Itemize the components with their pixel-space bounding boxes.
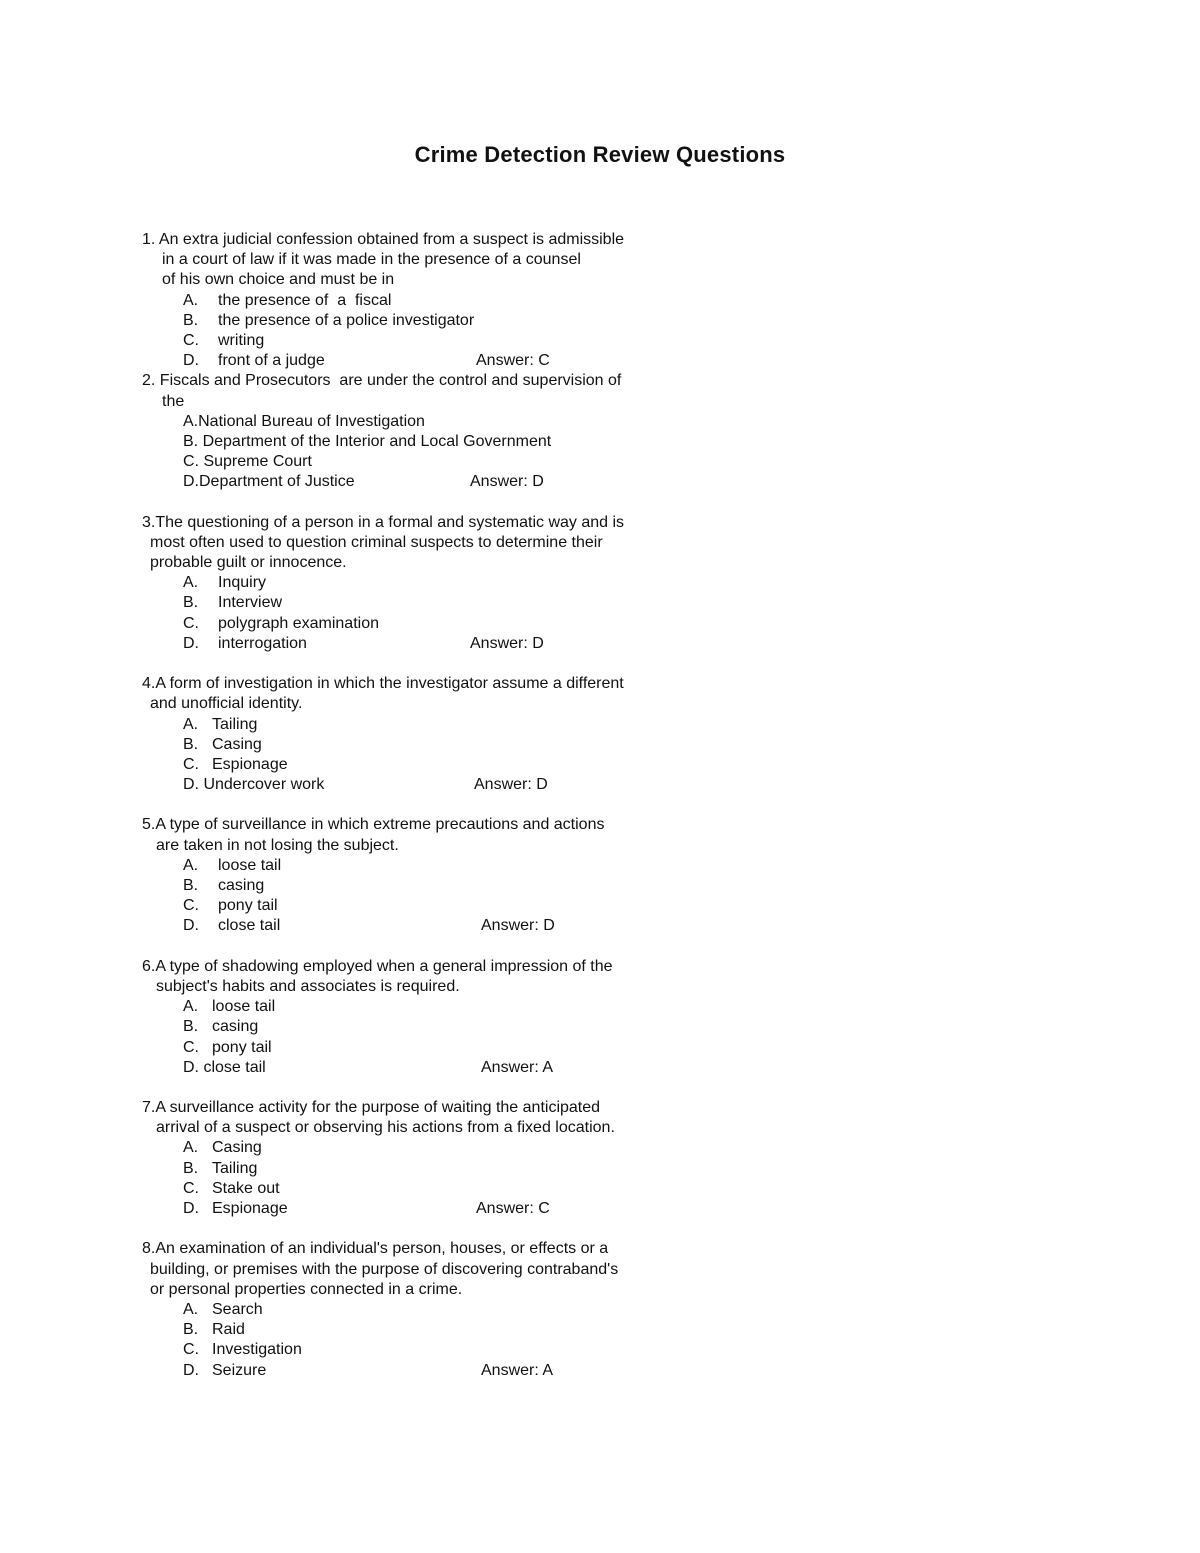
blank-line (0, 654, 1200, 674)
answer-label: Answer: D (470, 473, 544, 491)
question-block (0, 230, 1200, 371)
question-stem-line: and unofficial identity. (150, 695, 303, 713)
option-letter: B. (183, 311, 199, 329)
option-letter: B. (183, 1321, 199, 1339)
answer-label: Answer: C (476, 1200, 550, 1217)
question-block (0, 1098, 1200, 1219)
question-block (0, 674, 1200, 795)
option-line (0, 412, 1200, 432)
option-text: C. Supreme Court (183, 453, 312, 471)
question-stem-line: arrival of a suspect or observing his actions from a fixed location. (156, 1119, 615, 1137)
question-stem-line: the (162, 392, 185, 410)
option-text: casing (212, 1018, 259, 1036)
question-list (0, 230, 1200, 1381)
option-letter: B. (183, 1159, 199, 1177)
option-text: pony tail (218, 897, 278, 915)
option-text: D.Department of Justice (183, 473, 355, 491)
option-text: the presence of a police investigator (218, 311, 475, 329)
option-line (0, 1361, 1200, 1381)
question-block (0, 1239, 1200, 1380)
option-letter: D. (183, 352, 199, 370)
option-text: Tailing (212, 1159, 258, 1177)
option-text: D. close tail (183, 1058, 266, 1076)
option-letter: B. (183, 877, 199, 894)
blank-line (0, 937, 1200, 957)
option-line (0, 1320, 1200, 1340)
option-text: writing (218, 331, 265, 349)
question-stem-line: 3.The questioning of a person in a formal and systematic way and is (142, 513, 625, 531)
option-line (0, 573, 1200, 593)
option-letter: A. (183, 1139, 199, 1157)
question-stem-line: 8.An examination of an individual's person, houses, or effects or a (142, 1240, 609, 1258)
answer-label: Answer: A (481, 1058, 554, 1076)
option-letter: C. (183, 1341, 199, 1359)
option-line (0, 1300, 1200, 1320)
option-text: Search (212, 1300, 263, 1318)
option-line (0, 775, 1200, 795)
option-letter: A. (183, 998, 199, 1016)
option-line (0, 472, 1200, 492)
option-letter: C. (183, 331, 199, 349)
option-letter: D. (183, 634, 199, 652)
question-stem-line: building, or premises with the purpose of discovering contraband's (150, 1260, 619, 1278)
option-letter: A. (183, 715, 199, 733)
option-letter: A. (183, 574, 199, 592)
option-line (0, 715, 1200, 735)
question-stem-line: probable guilt or innocence. (150, 554, 347, 571)
option-line (0, 997, 1200, 1017)
option-letter: D. (183, 1361, 199, 1379)
option-line (0, 735, 1200, 755)
question-block (0, 957, 1200, 1078)
option-text: loose tail (212, 998, 276, 1016)
option-text: Casing (212, 1139, 262, 1157)
option-text: A.National Bureau of Investigation (183, 412, 425, 430)
option-letter: C. (183, 614, 199, 632)
option-text: polygraph examination (218, 614, 379, 632)
answer-label: Answer: D (470, 634, 544, 652)
question-stem-line: 2. Fiscals and Prosecutors are under the control and supervision of (142, 372, 622, 390)
option-letter: A. (183, 291, 199, 309)
option-text: casing (218, 877, 265, 894)
option-line (0, 896, 1200, 916)
answer-label: Answer: D (481, 917, 555, 935)
question-stem-line: 6.A type of shadowing employed when a general impression of the (142, 957, 613, 975)
option-text: Espionage (212, 755, 288, 773)
answer-label: Answer: C (476, 352, 550, 370)
option-text: Casing (212, 735, 262, 753)
question-block (0, 513, 1200, 654)
option-text: B. Department of the Interior and Local Government (183, 432, 552, 450)
question-stem-line: or personal properties connected in a crime. (150, 1280, 463, 1298)
option-line (0, 1179, 1200, 1199)
answer-label: Answer: A (481, 1361, 554, 1379)
page-title: Crime Detection Review Questions (414, 142, 786, 167)
option-line (0, 311, 1200, 331)
option-line (0, 916, 1200, 936)
question-stem-line: in a court of law if it was made in the presence of a counsel (162, 251, 581, 269)
option-text: Interview (218, 594, 283, 612)
option-text: Stake out (212, 1179, 280, 1197)
option-line (0, 1199, 1200, 1219)
option-letter: D. (183, 917, 199, 935)
option-line (0, 1017, 1200, 1037)
option-line (0, 1159, 1200, 1179)
option-letter: C. (183, 897, 199, 915)
option-text: front of a judge (218, 352, 325, 370)
question-stem-line: 7.A surveillance activity for the purpose of waiting the anticipated (142, 1099, 601, 1117)
option-line (0, 755, 1200, 775)
question-stem-line: are taken in not losing the subject. (156, 836, 399, 854)
option-letter: C. (183, 1179, 199, 1197)
question-stem-line: 1. An extra judicial confession obtained from a suspect is admissible (142, 231, 625, 248)
option-letter: B. (183, 1018, 199, 1036)
option-letter: D. (183, 1200, 199, 1217)
question-stem-line: of his own choice and must be in (162, 271, 395, 289)
question-stem-line: 5.A type of surveillance in which extreme precautions and actions (142, 816, 605, 834)
option-line (0, 1038, 1200, 1058)
option-letter: C. (183, 755, 199, 773)
question-stem-line: subject's habits and associates is required. (156, 977, 460, 995)
option-line (0, 1138, 1200, 1158)
option-text: loose tail (218, 856, 282, 874)
question-stem-line: most often used to question criminal suspects to determine their (150, 533, 603, 551)
option-text: Inquiry (218, 574, 267, 592)
option-line (0, 876, 1200, 896)
option-line (0, 331, 1200, 351)
option-letter: B. (183, 594, 199, 612)
option-line (0, 432, 1200, 452)
option-text: Espionage (212, 1200, 288, 1217)
blank-line (0, 795, 1200, 815)
blank-line (0, 1078, 1200, 1098)
option-text: pony tail (212, 1038, 272, 1056)
option-text: Raid (212, 1321, 245, 1339)
answer-label: Answer: D (474, 776, 548, 794)
option-line (0, 291, 1200, 311)
option-letter: C. (183, 1038, 199, 1056)
question-block (0, 815, 1200, 936)
option-line (0, 614, 1200, 634)
option-line (0, 452, 1200, 472)
option-text: close tail (218, 917, 281, 935)
option-text: Seizure (212, 1361, 267, 1379)
option-text: the presence of a fiscal (218, 291, 392, 309)
question-stem-line: 4.A form of investigation in which the investigator assume a different (142, 675, 624, 693)
option-letter: A. (183, 856, 199, 874)
option-text: interrogation (218, 634, 307, 652)
option-line (0, 351, 1200, 371)
option-line (0, 856, 1200, 876)
option-text: D. Undercover work (183, 776, 325, 794)
option-letter: B. (183, 735, 199, 753)
option-text: Tailing (212, 715, 258, 733)
blank-line (0, 492, 1200, 512)
option-letter: A. (183, 1300, 199, 1318)
option-line (0, 634, 1200, 654)
option-line (0, 1058, 1200, 1078)
option-text: Investigation (212, 1341, 302, 1359)
question-block (0, 371, 1200, 492)
option-line (0, 593, 1200, 613)
option-line (0, 1340, 1200, 1360)
blank-line (0, 1219, 1200, 1239)
